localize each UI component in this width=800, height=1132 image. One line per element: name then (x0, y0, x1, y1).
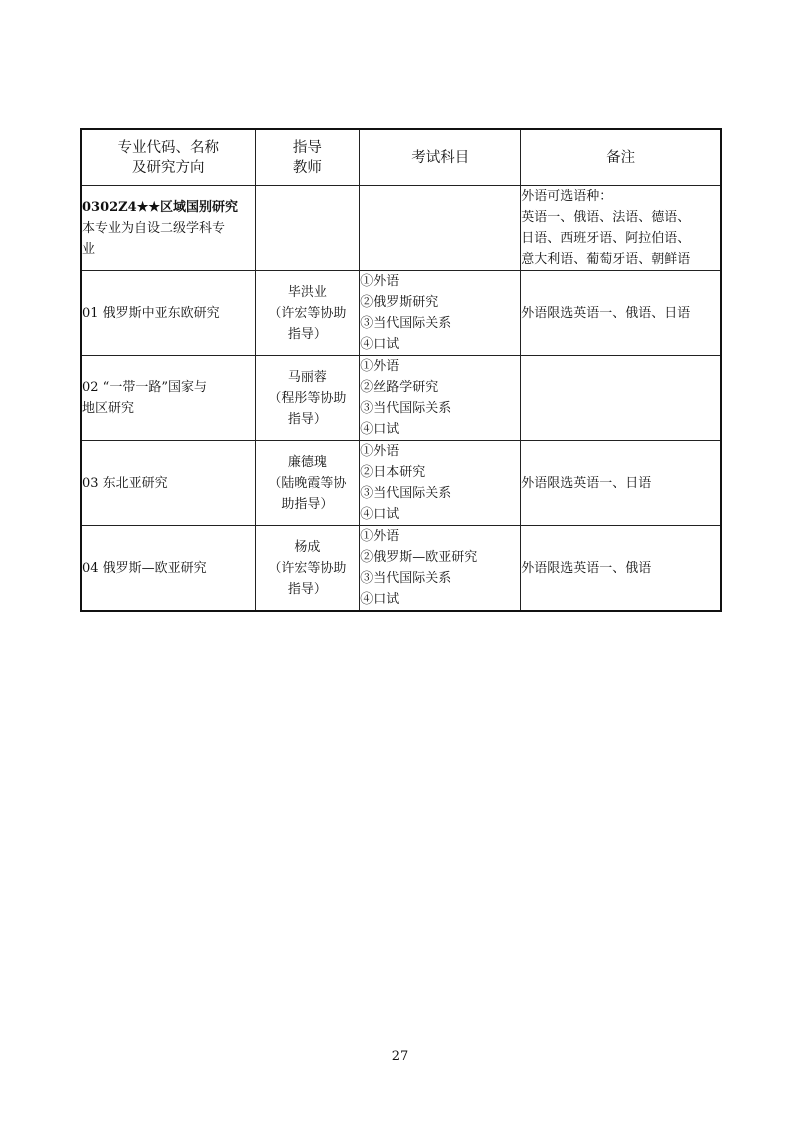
advisor-cell: 毕洪业 （许宏等协助 指导） (255, 271, 360, 356)
major-row (81, 186, 721, 271)
header-notes: 备注 (521, 129, 721, 186)
direction-cell: 03 东北亚研究 (81, 441, 255, 526)
program-table (80, 128, 722, 612)
major-advisor-cell (255, 186, 360, 271)
direction-cell: 04 俄罗斯—欧亚研究 (81, 526, 255, 612)
note-cell: 外语限选英语一、日语 (521, 441, 721, 526)
major-cell: 0302Z4★★区域国别研究 本专业为自设二级学科专 业 (81, 186, 255, 271)
page-number: 27 (391, 1049, 409, 1064)
note-cell (521, 356, 721, 441)
major-code-name: 0302Z4★★区域国别研究 (82, 199, 239, 215)
table-row (81, 271, 721, 356)
table-row (81, 356, 721, 441)
table-row (81, 526, 721, 612)
direction-cell: 01 俄罗斯中亚东欧研究 (81, 271, 255, 356)
major-desc: 本专业为自设二级学科专 (82, 220, 226, 236)
major-note-cell: 外语可选语种： 英语一、俄语、法语、德语、 日语、西班牙语、阿拉伯语、 意大利语、葡萄牙语、朝鲜语 (521, 186, 721, 271)
subjects-cell: ①外语 ②俄罗斯—欧亚研究 ③当代国际关系 ④口试 (360, 526, 521, 612)
advisor-cell: 杨成 （许宏等协助 指导） (255, 526, 360, 612)
note-cell: 外语限选英语一、俄语、日语 (521, 271, 721, 356)
advisor-cell: 马丽蓉 （程彤等协助 指导） (255, 356, 360, 441)
header-major: 专业代码、名称 及研究方向 (81, 129, 255, 186)
header-row (81, 129, 721, 186)
note-cell: 外语限选英语一、俄语 (521, 526, 721, 612)
subjects-cell: ①外语 ②俄罗斯研究 ③当代国际关系 ④口试 (360, 271, 521, 356)
header-advisor: 指导 教师 (255, 129, 360, 186)
direction-cell: 02 “一带一路”国家与 地区研究 (81, 356, 255, 441)
table-row (81, 441, 721, 526)
header-subjects: 考试科目 (360, 129, 521, 186)
subjects-cell: ①外语 ②日本研究 ③当代国际关系 ④口试 (360, 441, 521, 526)
advisor-cell: 廉德瑰 （陆晚霞等协 助指导） (255, 441, 360, 526)
subjects-cell: ①外语 ②丝路学研究 ③当代国际关系 ④口试 (360, 356, 521, 441)
major-subjects-cell (360, 186, 521, 271)
